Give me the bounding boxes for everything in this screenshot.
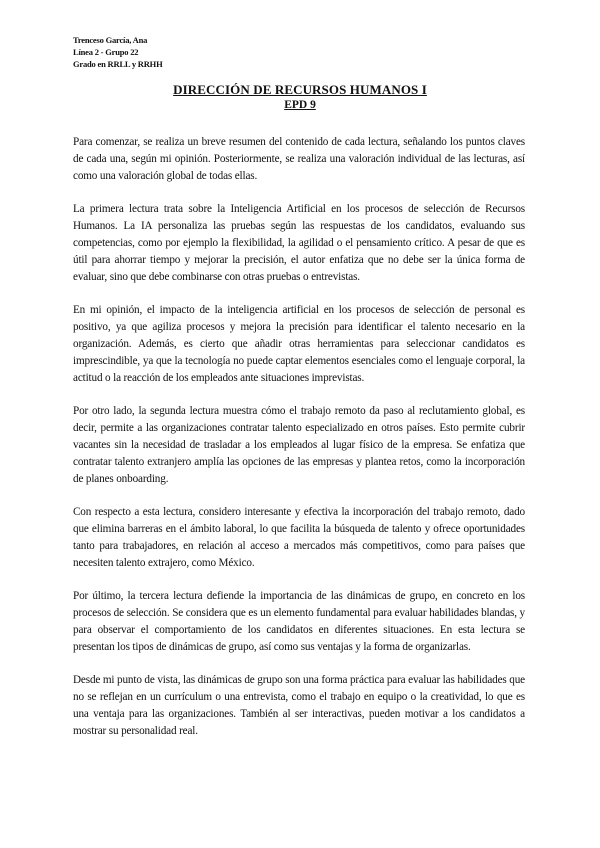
paragraph-reading-2-opinion: Con respecto a esta lectura, considero interesante y efectiva la incorporación del trabajo remoto, dado que elimina barreras en el ámbito laboral, lo que facilita la búsqueda de talento y ofrece oportunidades tanto para trabajadores, en relación al acceso a mercados más competitivos, como para países que necesiten talento extrajero, como México. bbox=[73, 506, 525, 569]
paragraph-reading-2-summary: Por otro lado, la segunda lectura muestra cómo el trabajo remoto da paso al reclutamiento global, es decir, permite a las organizaciones contratar talento especializado en otros países. Esto permite cubrir vacantes sin la necesidad de trasladar a los empleados al lugar físico de la empresa. Se enfatiza que contratar talento extranjero amplía las opciones de las empresas y plantea retos, como la incorporación de planes onboarding. bbox=[73, 405, 525, 485]
group-line: Línea 2 - Grupo 22 bbox=[73, 47, 139, 57]
document-body bbox=[73, 134, 525, 756]
paragraph-reading-1-opinion: En mi opinión, el impacto de la inteligencia artificial en los procesos de selección de personal es positivo, ya que agiliza procesos y mejora la precisión para identificar el talento necesario en la organización. Además, es cierto que añadir otras herramientas para seleccionar candidatos es imprescindible, ya que la tecnología no puede captar elementos esenciales como el lenguaje corporal, la actitud o la reacción de los empleados ante situaciones imprevistas. bbox=[73, 304, 525, 384]
degree-line: Grado en RRLL y RRHH bbox=[73, 59, 163, 69]
document-subtitle: EPD 9 bbox=[284, 99, 316, 111]
author-name: Trenceso García, Ana bbox=[73, 35, 148, 45]
paragraph-reading-3-opinion: Desde mi punto de vista, las dinámicas de grupo son una forma práctica para evaluar las habilidades que no se reflejan en un currículum o una entrevista, como el trabajo en equipo o la creatividad, lo que es una ventaja para las organizaciones. También al ser interactivas, pueden motivar a los candidatos a mostrar su personalidad real. bbox=[73, 674, 525, 737]
paragraph-reading-1-summary: La primera lectura trata sobre la Inteligencia Artificial en los procesos de selección de Recursos Humanos. La IA personaliza las pruebas según las respuestas de los candidatos, evaluando sus competencias, como por ejemplo la flexibilidad, la agilidad o el pensamiento crítico. A pesar de que es útil para ahorrar tiempo y mejorar la precisión, el autor enfatiza que no debe ser la única forma de evaluar, sino que debe combinarse con otras pruebas o entrevistas. bbox=[73, 203, 525, 283]
document-title: DIRECCIÓN DE RECURSOS HUMANOS I bbox=[173, 82, 427, 97]
title-block bbox=[0, 82, 600, 112]
paragraph-reading-3-summary: Por último, la tercera lectura defiende la importancia de las dinámicas de grupo, en concreto en los procesos de selección. Se considera que es un elemento fundamental para evaluar habilidades blandas, y para observar el comportamiento de los candidatos en diferentes situaciones. En esta lectura se presentan los tipos de dinámicas de grupo, así como sus ventajas y la forma de organizarlas. bbox=[73, 590, 525, 653]
document-header bbox=[73, 34, 163, 70]
paragraph-intro: Para comenzar, se realiza un breve resumen del contenido de cada lectura, señalando los puntos claves de cada una, según mi opinión. Posteriormente, se realiza una valoración individual de las lecturas, así como una valoración global de todas ellas. bbox=[73, 136, 525, 182]
